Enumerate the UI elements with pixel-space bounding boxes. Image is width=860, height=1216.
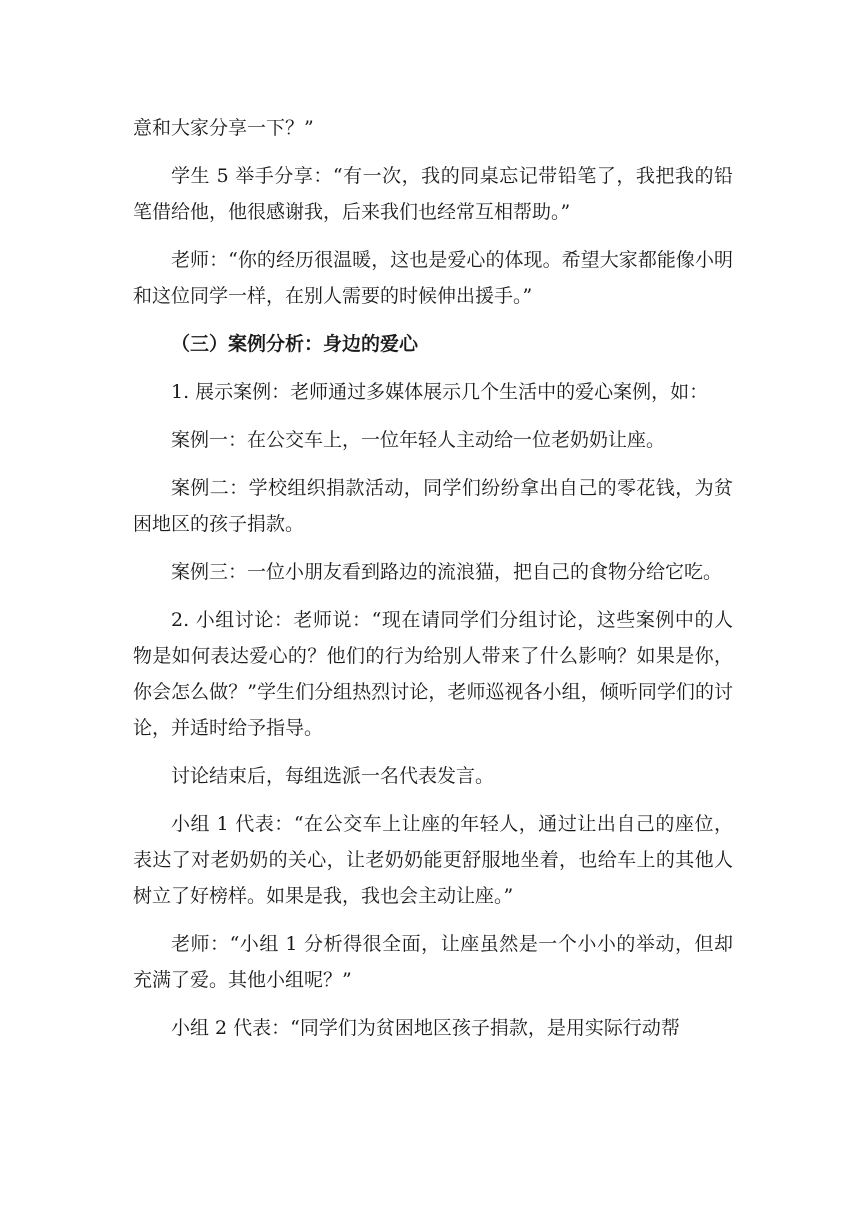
- paragraph-continuation: 意和大家分享一下？”: [133, 117, 314, 139]
- paragraph-case-two: 案例二：学校组织捐款活动，同学们纷纷拿出自己的零花钱，为贫困地区的孩子捐款。: [133, 477, 733, 535]
- paragraph-case-three: 案例三：一位小朋友看到路边的流浪猫，把自己的食物分给它吃。: [171, 561, 723, 583]
- paragraph-group-discussion: 2. 小组讨论：老师说：“现在请同学们分组讨论，这些案例中的人物是如何表达爱心的？他们的行为给别人带来了什么影响？如果是你，你会怎么做？”学生们分组热烈讨论，老师巡视各小组，倾听同学们的讨论，并适时给予指导。: [133, 609, 733, 739]
- paragraph-teacher-response: 老师：“你的经历很温暖，这也是爱心的体现。希望大家都能像小明和这位同学一样，在别人需要的时候伸出援手。”: [133, 249, 733, 307]
- paragraph-group2-representative: 小组 2 代表：“同学们为贫困地区孩子捐款，是用实际行动帮: [171, 1017, 680, 1039]
- paragraph-show-cases: 1. 展示案例：老师通过多媒体展示几个生活中的爱心案例，如：: [171, 381, 709, 403]
- paragraph-discussion-end: 讨论结束后，每组选派一名代表发言。: [171, 765, 495, 787]
- paragraph-teacher-comment: 老师：“小组 1 分析得很全面，让座虽然是一个小小的举动，但却充满了爱。其他小组呢？”: [133, 933, 733, 991]
- paragraph-case-one: 案例一：在公交车上，一位年轻人主动给一位老奶奶让座。: [171, 429, 666, 451]
- document-body: [133, 110, 733, 1058]
- paragraph-student5-share: 学生 5 举手分享：“有一次，我的同桌忘记带铅笔了，我把我的铅笔借给他，他很感谢我，后来我们也经常互相帮助。”: [133, 165, 733, 223]
- paragraph-group1-representative: 小组 1 代表：“在公交车上让座的年轻人，通过让出自己的座位，表达了对老奶奶的关心，让老奶奶能更舒服地坐着，也给车上的其他人树立了好榜样。如果是我，我也会主动让座。”: [133, 813, 733, 907]
- section-heading-case-analysis: （三）案例分析：身边的爱心: [171, 333, 419, 355]
